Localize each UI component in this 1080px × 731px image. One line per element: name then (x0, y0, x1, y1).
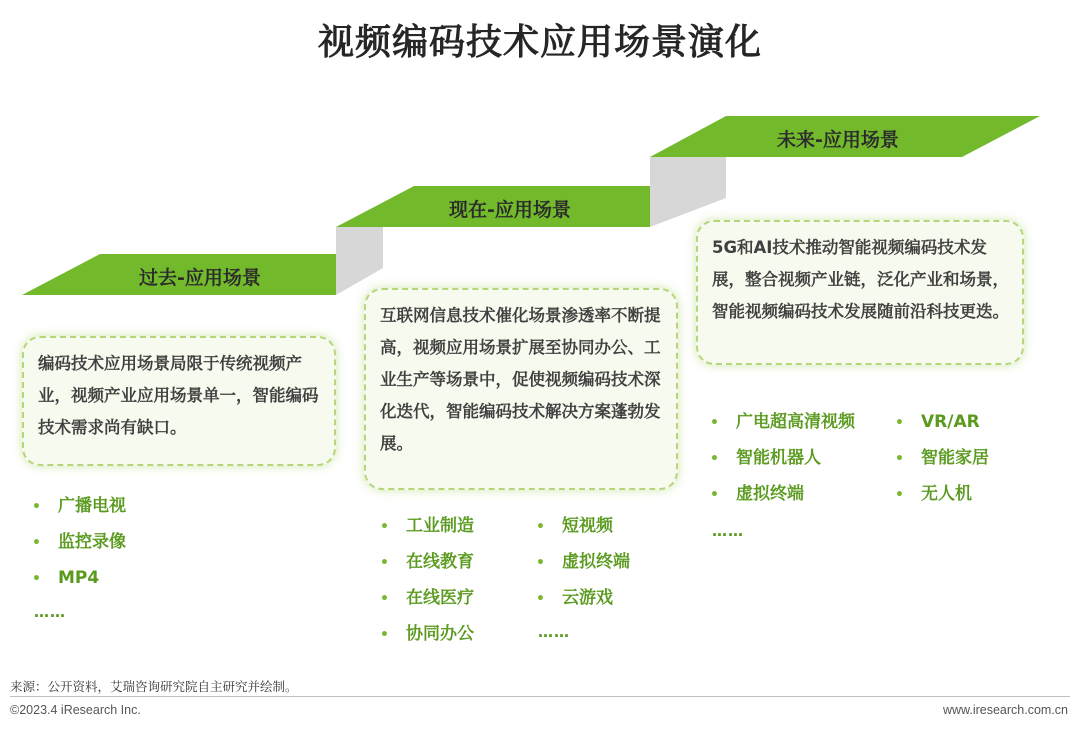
bullet-list-present-col2 (536, 508, 630, 616)
list-item: • MP4 (32, 560, 126, 596)
list-item: • 智能家居 (895, 440, 989, 476)
list-item: • 云游戏 (536, 580, 630, 616)
step-riser-2 (650, 157, 726, 227)
bullet-dot: • (380, 555, 389, 571)
ellipsis-past: …… (34, 603, 66, 621)
copyright-text: ©2023.4 iResearch Inc. (10, 703, 141, 717)
ellipsis-future: …… (712, 522, 744, 540)
description-past: 编码技术应用场景局限于传统视频产业，视频产业应用场景单一，智能编码技术需求尚有缺口。 (38, 354, 319, 437)
bullet-dot: • (895, 415, 904, 431)
bullet-dot: • (380, 627, 389, 643)
list-item: • 在线医疗 (380, 580, 474, 616)
list-item: • 广播电视 (32, 488, 126, 524)
list-item: • 广电超高清视频 (710, 404, 855, 440)
bullet-dot: • (32, 571, 41, 587)
description-box-future (696, 220, 1024, 365)
bullet-list-future-col1 (710, 404, 855, 512)
list-item: • 监控录像 (32, 524, 126, 560)
bullet-dot: • (895, 451, 904, 467)
bullet-dot: • (710, 415, 719, 431)
bullet-dot: • (380, 591, 389, 607)
bullet-dot: • (536, 555, 545, 571)
bullet-dot: • (32, 535, 41, 551)
list-item: • VR/AR (895, 404, 989, 440)
description-future: 5G和AI技术推动智能视频编码技术发展，整合视频产业链，泛化产业和场景，智能视频编码技术发展随前沿科技更迭。 (712, 238, 1009, 321)
page-title: 视频编码技术应用场景演化 (317, 22, 762, 63)
list-item: • 协同办公 (380, 616, 474, 652)
list-item: • 无人机 (895, 476, 989, 512)
description-box-past (22, 336, 336, 466)
source-note: 来源：公开资料，艾瑞咨询研究院自主研究并绘制。 (10, 679, 298, 694)
ellipsis-present: …… (538, 623, 570, 641)
list-item: • 虚拟终端 (536, 544, 630, 580)
bullet-dot: • (32, 499, 41, 515)
banner-past: 过去-应用场景 (139, 267, 261, 289)
list-item: • 虚拟终端 (710, 476, 855, 512)
banner-future: 未来-应用场景 (777, 129, 899, 151)
website-link[interactable]: www.iresearch.com.cn (942, 703, 1068, 717)
bullet-dot: • (710, 487, 719, 503)
step-riser-1 (336, 227, 383, 295)
bullet-dot: • (895, 487, 904, 503)
list-item: • 工业制造 (380, 508, 474, 544)
bullet-dot: • (536, 591, 545, 607)
description-box-present (364, 288, 678, 490)
list-item: • 短视频 (536, 508, 630, 544)
bullet-list-past (32, 488, 126, 596)
bullet-list-future-col2 (895, 404, 989, 512)
list-item: • 智能机器人 (710, 440, 855, 476)
bullet-list-present-col1 (380, 508, 474, 652)
bullet-dot: • (380, 519, 389, 535)
description-present: 互联网信息技术催化场景渗透率不断提高，视频应用场景扩展至协同办公、工业生产等场景中，促使视频编码技术深化迭代，智能编码技术解决方案蓬勃发展。 (380, 306, 661, 453)
bullet-dot: • (536, 519, 545, 535)
bullet-dot: • (710, 451, 719, 467)
footer-divider (10, 696, 1070, 697)
banner-present: 现在-应用场景 (449, 199, 571, 221)
list-item: • 在线教育 (380, 544, 474, 580)
